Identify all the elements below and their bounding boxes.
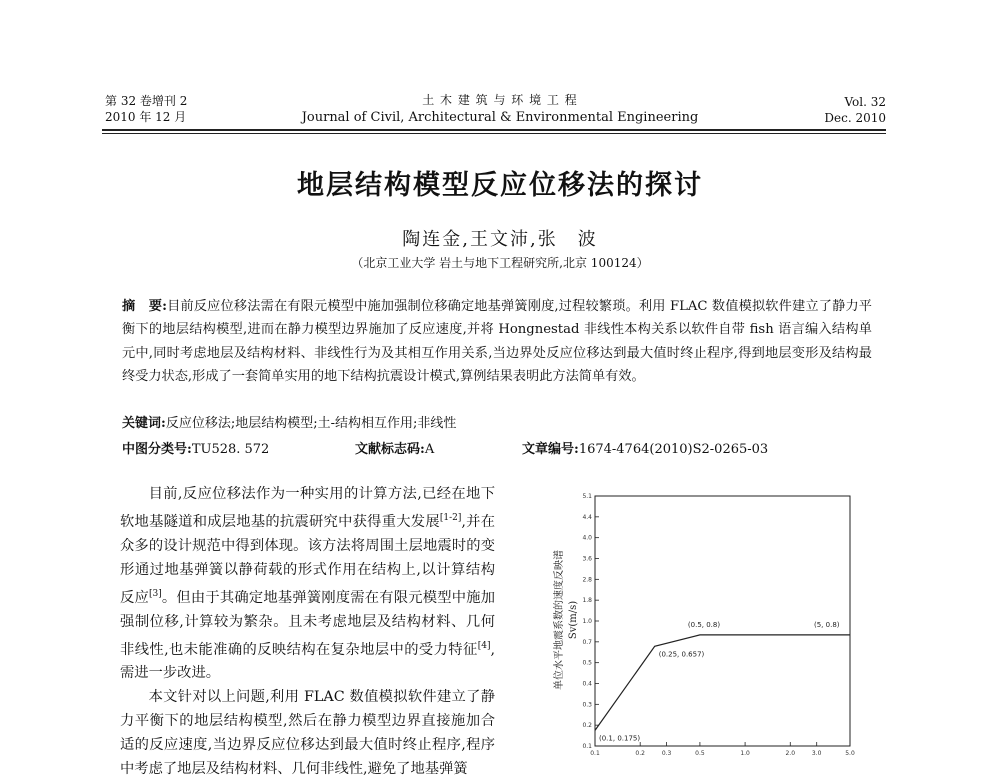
y-tick-label: 0.2 [582, 722, 592, 730]
spectrum-series-line [595, 635, 850, 731]
data-point-label: (5, 0.8) [814, 620, 840, 629]
plot-frame [595, 496, 850, 746]
y-tick-label: 0.7 [582, 638, 592, 646]
classification-value: TU528. 572 [191, 442, 270, 457]
article-number [522, 438, 768, 457]
x-tick-label: 1.0 [740, 750, 750, 757]
y-tick-label: 1.8 [582, 597, 592, 605]
data-point-label: (0.5, 0.8) [687, 620, 721, 629]
volume-cn: 第 32 卷增刊 2 [105, 94, 188, 108]
citation-3[interactable]: [3] [148, 588, 162, 599]
date-cn: 2010 年 12 月 [105, 110, 187, 124]
keywords [122, 412, 456, 431]
y-tick-label: 2.8 [582, 576, 592, 584]
classification-label: 中图分类号: [122, 442, 192, 457]
affiliation: （北京工业大学 岩土与地下工程研究所,北京 100124） [351, 256, 649, 270]
body-text [120, 482, 495, 781]
body-p1-part-d: ,需进一步改进。 [120, 641, 495, 682]
journal-title-en: Journal of Civil, Architectural & Environmental Engineering [301, 110, 699, 125]
x-axis-ticks [590, 742, 855, 757]
citation-1-2[interactable]: [1-2] [439, 513, 462, 523]
abstract-text: 目前反应位移法需在有限元模型中施加强制位移确定地基弹簧刚度,过程较繁琐。利用 FLAC 数值模拟软件建立了静力平衡下的地层结构模型,进而在静力模型边界施加了反应速度,并将 Hongnestad 非线性本构关系以软件自带 fish 语言编入结构单元中,同时考虑地层及结构材料、非线性行为及其相互作用关系,当边界处反应位移达到最大值时终止程序,得到地层变形及结构最终受力状态,形成了一套简单实用的地下结构抗震设计模式,算例结果表明此方法简单有效。 [122, 299, 872, 385]
header-rule-thick [102, 129, 886, 131]
y-tick-label: 0.3 [582, 701, 592, 709]
body-paragraph-1 [120, 482, 495, 685]
volume-en: Vol. 32 [844, 95, 886, 109]
abstract [122, 295, 872, 389]
date-en: Dec. 2010 [824, 111, 886, 125]
paper-title: 地层结构模型反应位移法的探讨 [297, 170, 703, 201]
point-labels [599, 621, 840, 742]
document-code-value: A [424, 442, 435, 457]
header-rule-thin [102, 133, 886, 134]
x-tick-label: 0.1 [590, 750, 600, 757]
keywords-text: 反应位移法;地层结构模型;土-结构相互作用;非线性 [165, 416, 457, 431]
body-p1-part-c: 。但由于其确定地基弹簧刚度需在有限元模型中施加强制位移,计算较为繁杂。且未考虑地层及结构材料、几何非线性,也未能准确的反映结构在复杂地层中的受力特征 [120, 589, 496, 658]
y-axis-ticks [582, 493, 599, 750]
y-tick-label: 3.6 [582, 555, 592, 563]
keywords-label: 关键词: [122, 416, 166, 431]
article-number-value: 1674-4764(2010)S2-0265-03 [578, 442, 769, 457]
abstract-label: 摘 要: [122, 299, 167, 314]
y-tick-label: 5.1 [582, 493, 592, 500]
authors: 陶连金,王文沛,张 波 [402, 229, 598, 250]
y-tick-label: 0.1 [582, 743, 592, 750]
x-tick-label: 0.5 [695, 750, 705, 757]
body-paragraph-2: 本文针对以上问题,利用 FLAC 数值模拟软件建立了静力平衡下的地层结构模型,然后在静力模型边界直接施加合适的反应速度,当边界反应位移达到最大值时终止程序,程序中考虑了地层及结构材料、几何非线性,避免了地基弹簧 [120, 689, 495, 778]
y-tick-label: 0.4 [582, 680, 592, 688]
y-tick-label: 1.0 [582, 618, 592, 625]
classification-number [122, 438, 269, 457]
response-spectrum-chart [540, 490, 860, 759]
journal-title-cn: 土 木 建 筑 与 环 境 工 程 [422, 93, 578, 107]
x-tick-label: 5.0 [845, 750, 855, 757]
x-tick-label: 2.0 [785, 750, 796, 757]
x-tick-label: 0.3 [661, 750, 672, 757]
article-number-label: 文章编号: [522, 442, 579, 457]
y-tick-label: 4.0 [582, 534, 592, 542]
y-tick-label: 4.4 [582, 513, 592, 521]
citation-4[interactable]: [4] [477, 640, 491, 651]
y-axis-label: 单位水平地震系数的速度反映谱 [554, 550, 565, 690]
body-p1-part-b: ,并在众多的设计规范中得到体现。该方法将周围土层地震时的变形通过地基弹簧以静荷载的形式作用在结构上,以计算结构反应 [120, 513, 495, 606]
y-axis-unit: Sv(m/s) [568, 600, 579, 640]
x-tick-label: 0.2 [635, 750, 645, 757]
body-p1-part-a: 目前,反应位移法作为一种实用的计算方法,已经在地下软地基隧道和成层地基的抗震研究中获得重大发展 [120, 486, 495, 530]
document-code-label: 文献标志码: [355, 442, 425, 457]
data-point-label: (0.1, 0.175) [599, 734, 641, 743]
x-tick-label: 3.0 [811, 750, 822, 757]
y-tick-label: 0.5 [582, 659, 592, 667]
data-point-label: (0.25, 0.657) [658, 650, 705, 659]
document-code [355, 438, 434, 457]
